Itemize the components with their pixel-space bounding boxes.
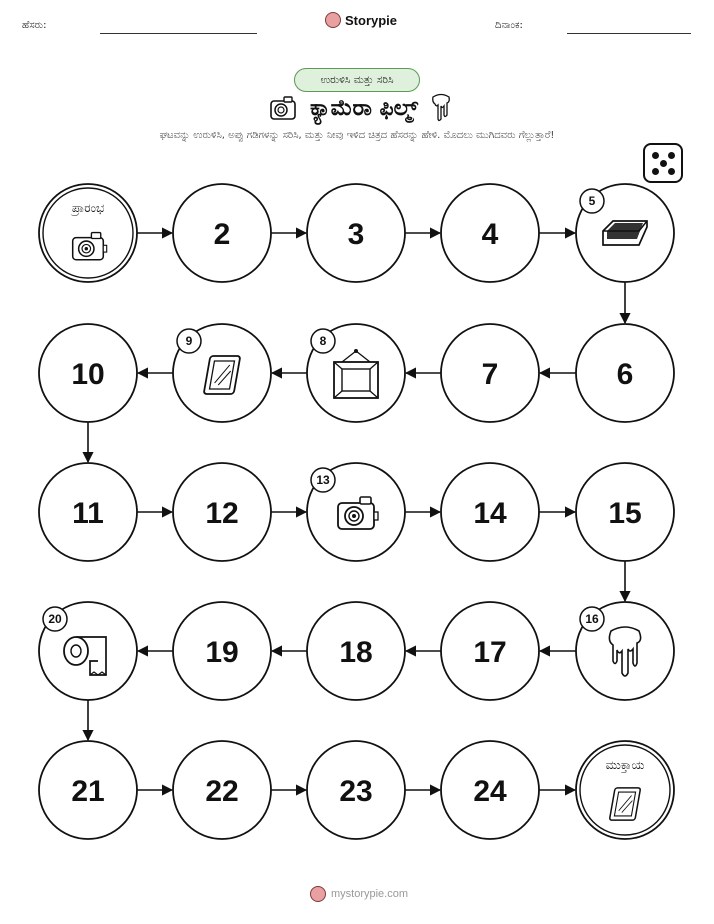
start-label: ಪ್ರಾರಂಭ [71, 201, 105, 215]
space-number: 21 [71, 775, 105, 808]
space-number: 10 [71, 358, 105, 391]
space-number: 4 [481, 218, 499, 251]
space-number: 22 [205, 775, 239, 808]
space-number-badge: 8 [319, 334, 327, 348]
board-space-13 [307, 463, 405, 561]
board-space-19 [173, 602, 271, 700]
space-number: 17 [473, 636, 507, 669]
board-space-17 [441, 602, 539, 700]
space-number: 6 [616, 358, 634, 391]
game-title: ಕ್ಯಾಮೆರಾ ಫಿಲ್ಮ್ [309, 95, 419, 121]
space-number: 15 [608, 497, 642, 530]
space-number: 18 [339, 636, 373, 669]
photo-frame-icon [609, 788, 640, 820]
space-number: 14 [473, 497, 507, 530]
board-space-9 [173, 324, 271, 422]
board-space-4 [441, 184, 539, 282]
game-tag: ಉರುಳಿಸಿ ಮತ್ತು ಸರಿಸಿ [294, 68, 420, 92]
board-space-20 [39, 602, 137, 700]
finish-label: ಮುಕ್ತಾಯ [605, 758, 645, 772]
developing-tray-icon [603, 221, 647, 245]
board-space-5 [576, 184, 674, 282]
space-number-badge: 13 [316, 473, 330, 487]
board-space-15 [576, 463, 674, 561]
board-space-24 [441, 741, 539, 839]
space-number: 12 [205, 497, 239, 530]
board-space-11 [39, 463, 137, 561]
space-number-badge: 16 [585, 612, 599, 626]
instructions: ಘಟವನ್ನು ಉರುಳಿಸಿ, ಅಪ್ಪು ಗಡಿಗಳನ್ನು ಸರಿಸಿ, ಮತ್ತು ನೀವು ಇಳಿದ ಚಿತ್ರದ ಹೆಸರನ್ನು ಹೇಳಿ. ಮೊದಲು ಮುಗಿದವರು ಗೆಲ್ಲುತ್ತಾರೆ! [159, 130, 555, 141]
board-space-10 [39, 324, 137, 422]
space-number: 24 [473, 775, 507, 808]
space-number-badge: 9 [185, 334, 193, 348]
space-number-badge: 20 [48, 612, 62, 626]
footer-url[interactable]: mystorypie.com [331, 888, 409, 900]
space-number: 3 [347, 218, 365, 251]
space-number: 19 [205, 636, 239, 669]
board-space-1 [39, 184, 137, 282]
board-space-14 [441, 463, 539, 561]
board-space-8 [307, 324, 405, 422]
footer [310, 886, 408, 902]
board-space-2 [173, 184, 271, 282]
space-number: 23 [339, 775, 373, 808]
space-circle [39, 184, 137, 282]
date-label: ದಿನಾಂಕ: [495, 20, 523, 31]
board-space-23 [307, 741, 405, 839]
board-space-21 [39, 741, 137, 839]
space-number: 7 [481, 358, 499, 391]
storypie-logo-icon [310, 886, 326, 902]
board-space-7 [441, 324, 539, 422]
name-label: ಹೆಸರು: [22, 20, 47, 31]
board-space-25 [576, 741, 674, 839]
board-space-18 [307, 602, 405, 700]
space-number-badge: 5 [588, 194, 596, 208]
board-space-6 [576, 324, 674, 422]
photo-frame-icon [204, 356, 241, 394]
board-space-3 [307, 184, 405, 282]
brand-name: Storypie [345, 12, 398, 28]
board-space-16 [576, 602, 674, 700]
space-number: 11 [72, 497, 104, 530]
board-space-12 [173, 463, 271, 561]
board-space-22 [173, 741, 271, 839]
space-number: 2 [213, 218, 231, 251]
